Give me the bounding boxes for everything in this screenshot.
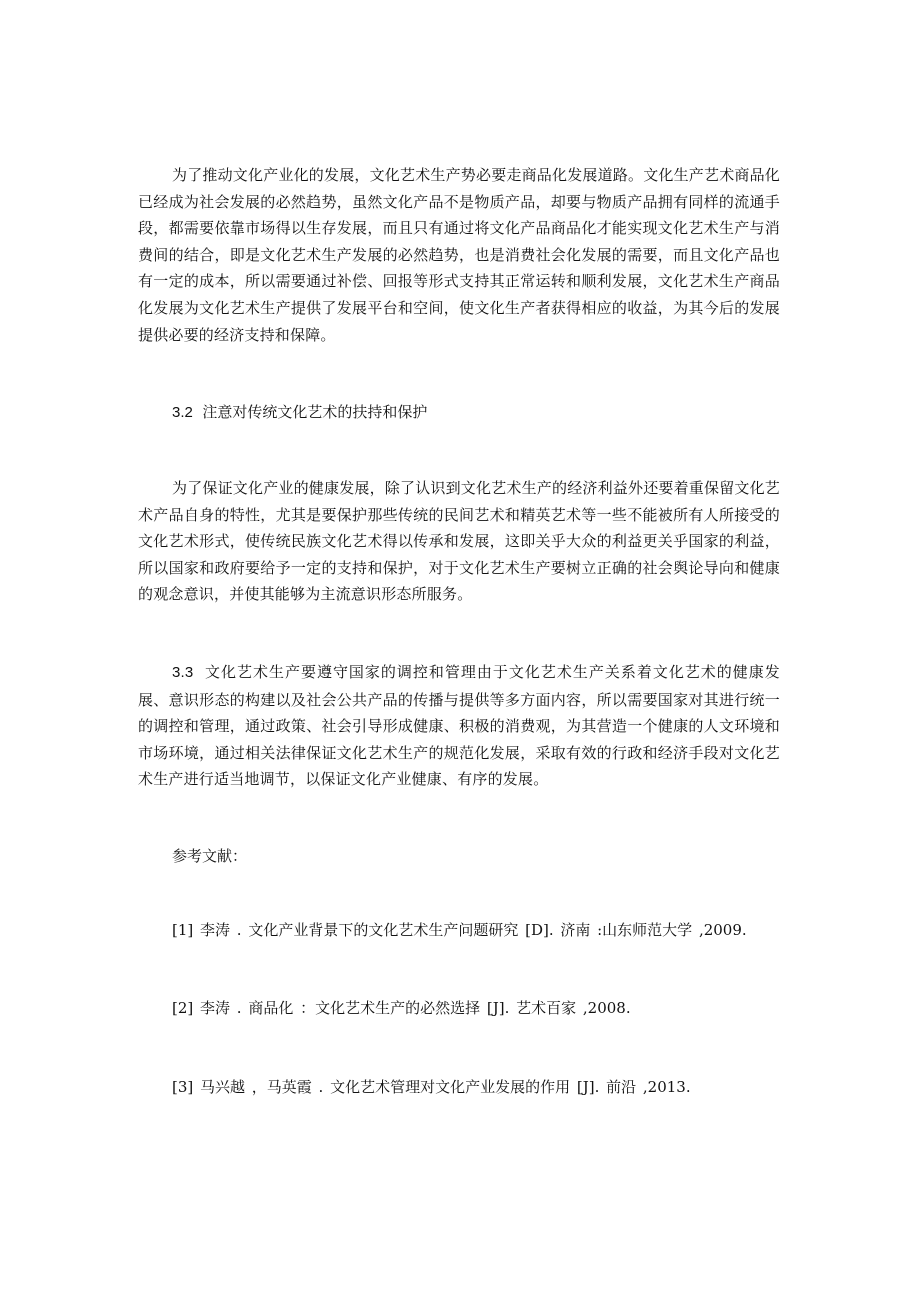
section-heading-3-2 — [172, 399, 427, 426]
reference-item: [3] 马兴越 ，马英霞 . 文化艺术管理对文化产业发展的作用 [J]. 前沿 ,2013. — [172, 1078, 691, 1096]
references-heading: 参考文献： — [172, 847, 248, 865]
section-body: 文化艺术生产要遵守国家的调控和管理由于文化艺术生产关系着文化艺术的健康发展、意识形态的构建以及社会公共产品的传播与提供等多方面内容，所以需要国家对其进行统一的调控和管理，通过政策、社会引导形成健康、积极的消费观，为其营造一个健康的人文环境和市场环境，通过相关法律保证文化艺术生产的规范化发展，采取有效的行政和经济手段对文化艺术生产进行适当地调节，以保证文化产业健康、有序的发展。 — [138, 663, 780, 789]
section-paragraph-3-3 — [138, 659, 780, 793]
section-number: 3.3 — [172, 664, 194, 681]
section-number: 3.2 — [172, 404, 193, 421]
body-paragraph-commercialization: 为了推动文化产业化的发展，文化艺术生产势必要走商品化发展道路。文化生产艺术商品化已经成为社会发展的必然趋势，虽然文化产品不是物质产品，却要与物质产品拥有同样的流通手段，都需要依靠市场得以生存发展，而且只有通过将文化产品商品化才能实现文化艺术生产与消费间的结合，即是文化艺术生产发展的必然趋势，也是消费社会化发展的需要，而且文化产品也有一定的成本，所以需要通过补偿、回报等形式支持其正常运转和顺利发展，文化艺术生产商品化发展为文化艺术生产提供了发展平台和空间，使文化生产者获得相应的收益，为其今后的发展提供必要的经济支持和保障。 — [138, 166, 781, 344]
body-paragraph-traditional-art: 为了保证文化产业的健康发展，除了认识到文化艺术生产的经济利益外还要着重保留文化艺术产品自身的特性，尤其是要保护那些传统的民间艺术和精英艺术等一些不能被所有人所接受的文化艺术形式，使传统民族文化艺术得以传承和发展，这即关乎大众的利益更关乎国家的利益，所以国家和政府要给予一定的支持和保护，对于文化艺术生产要树立正确的社会舆论导向和健康的观念意识，并使其能够为主流意识形态所服务。 — [138, 479, 781, 604]
reference-item: [1] 李涛 . 文化产业背景下的文化艺术生产问题研究 [D]. 济南 :山东师范大学 ,2009. — [172, 921, 747, 939]
section-title: 注意对传统文化艺术的扶持和保护 — [202, 403, 428, 421]
reference-item: [2] 李涛 . 商品化 ：文化艺术生产的必然选择 [J]. 艺术百家 ,2008. — [172, 999, 631, 1017]
